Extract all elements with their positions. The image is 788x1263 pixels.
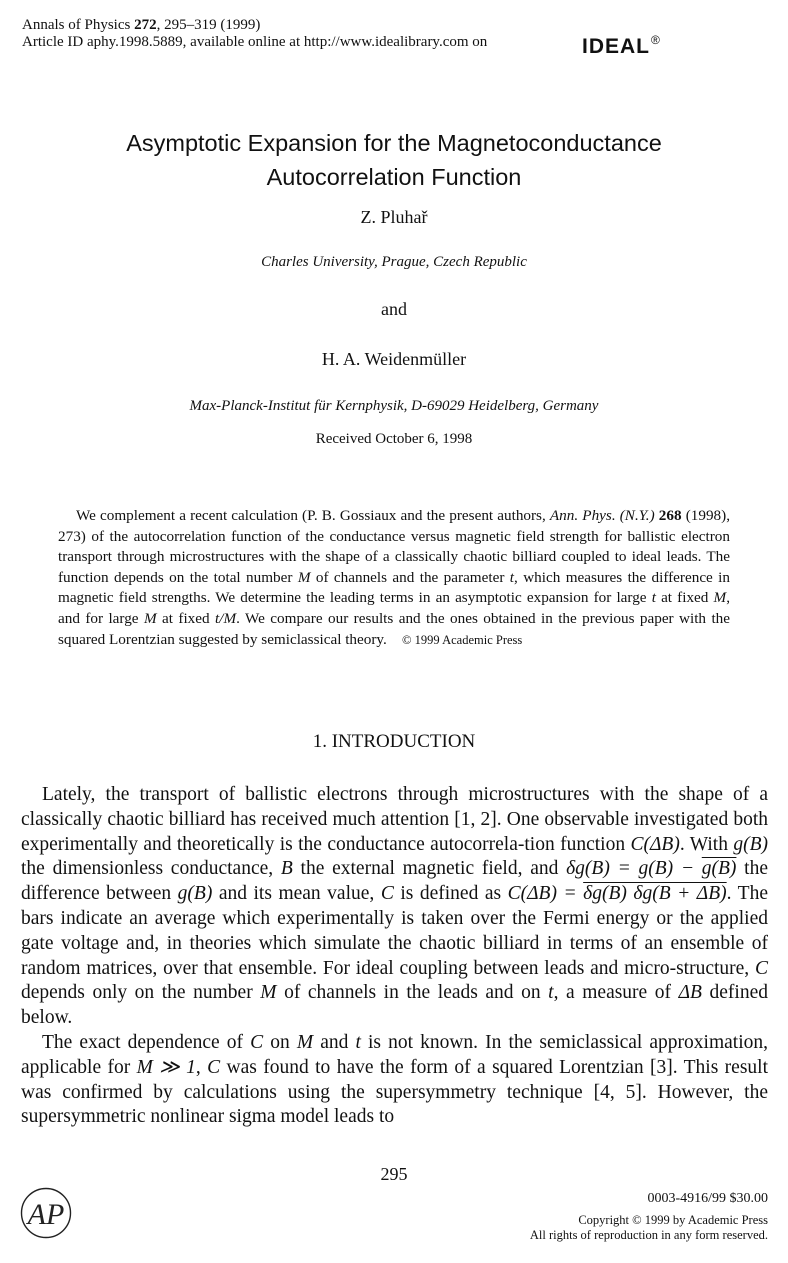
ideal-logo (582, 28, 661, 59)
abstract: We complement a recent calculation (P. B. Gossiaux and the present authors, Ann. Phys. (N.Y.) 268 (1998), 273) of the autocorrelation function of the conductance versus magnetic field strength for ballistic electron transport through microstructures with the shape of a classically chaotic billiard coupled to ideal leads. The function depends on the total number M of channels and the parameter t, which measures the difference in magnetic field strengths. We determine the leading terms in an asymptotic expansion for large t at fixed M, and for large M at fixed t/M. We compare our results and the ones obtained in the previous paper with the squared Lorentzian suggested by semiclassical theory. © 1999 Academic Press (58, 507, 730, 648)
journal-name: Annals of Physics (22, 17, 135, 33)
journal-citation (22, 17, 260, 34)
intro-body (21, 783, 768, 1130)
received-date: Received October 6, 1998 (315, 431, 473, 447)
page-number: 295 (380, 1164, 408, 1184)
abstract-copyright: © 1999 Academic Press (402, 632, 523, 647)
title-line-1: Asymptotic Expansion for the Magnetoconductance (126, 130, 662, 156)
author-2: H. A. Weidenmüller (321, 349, 467, 369)
and-text: and (381, 299, 407, 319)
intro-paragraph-2: The exact dependence of C on M and t is not known. In the semiclassical approximation, applicable for M ≫ 1, C was found to have the form of a squared Lorentzian [3]. This result was confirmed by calculations using the supersymmetry technique [4, 5]. However, the supersymmetric nonlinear sigma model leads to (21, 1031, 769, 1128)
academic-press-logo (20, 1187, 72, 1239)
footer-rights: All rights of reproduction in any form reserved. (529, 1228, 768, 1242)
ideal-logo-text: IDEAL (582, 35, 650, 58)
footer-copyright: Copyright © 1999 by Academic Press (578, 1213, 768, 1227)
affiliation-1: Charles University, Prague, Czech Republic (261, 254, 527, 270)
section-heading: 1. INTRODUCTION (312, 731, 476, 752)
article-id-line: Article ID aphy.1998.5889, available online at http://www.idealibrary.com on (22, 34, 488, 50)
intro-paragraph-1: Lately, the transport of ballistic electrons through microstructures with the shape of a classically chaotic billiard has received much attention [1, 2]. One observable investigated both experimentally and theoretically is the conductance autocorrela-tion function C(ΔB). With g(B) the dimensionless conductance, B the external magnetic field, and δg(B) = g(B) − g(B) the difference between g(B) and its mean value, C is defined as C(ΔB) = δg(B) δg(B + ΔB). The bars indicate an average which experimentally is taken over the Fermi energy or the applied gate voltage and, in theories which simulate the chaotic billiard in terms of an ensemble of random matrices, over that ensemble. For ideal coupling between leads and micro-structure, C depends only on the number M of channels in the leads and on t, a measure of ΔB defined below. (21, 784, 768, 1029)
title-line-2: Autocorrelation Function (266, 164, 522, 190)
issn-price: 0003-4916/99 $30.00 (647, 1191, 768, 1206)
author-1: Z. Pluhař (360, 207, 428, 227)
affiliation-2: Max-Planck-Institut für Kernphysik, D-69029 Heidelberg, Germany (189, 398, 599, 414)
paper-title (0, 126, 788, 194)
logo-letters: AP (27, 1198, 65, 1231)
journal-volume: 272 (134, 17, 157, 33)
journal-pages: , 295–319 (1999) (156, 17, 261, 33)
registered-mark: ® (651, 33, 661, 47)
